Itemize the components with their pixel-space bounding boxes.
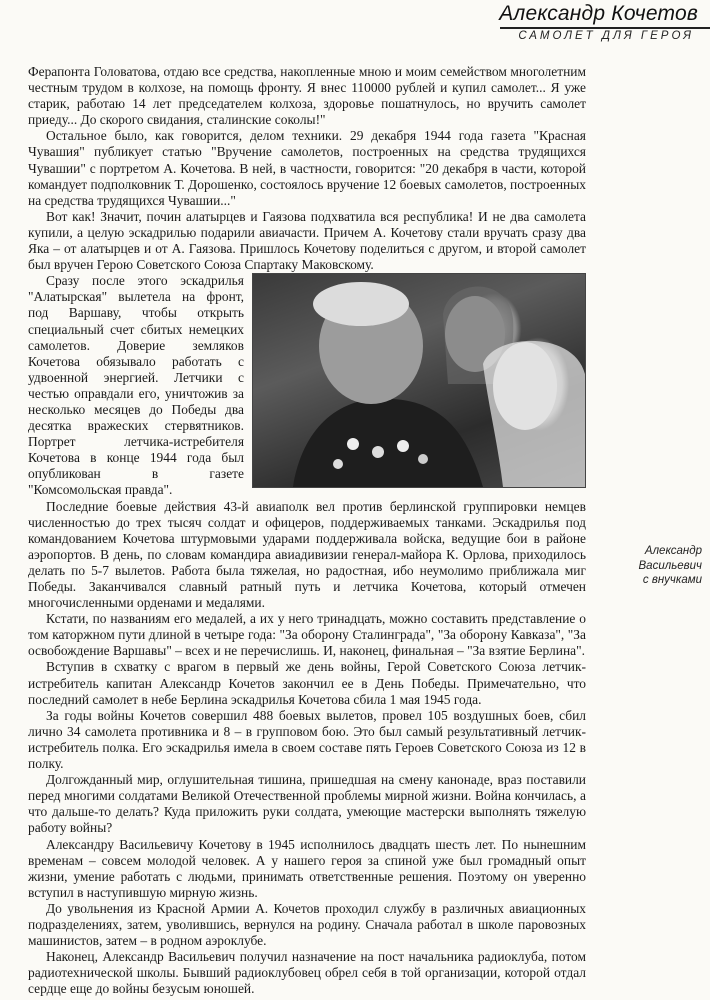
caption-line: с внучками [642,574,702,586]
paragraph: Наконец, Александр Васильевич получил назначение на пост начальника радиоклуба, потом радиотехнической школы. Бывший радиоклубовец обрел себя в той организации, которой отдал сердце еще до войны безусым юношей. [28,949,586,997]
photo-caption [606,544,702,588]
paragraph: За годы войны Кочетов совершил 488 боевых вылетов, провел 105 воздушных боев, сбил лично 34 самолета противника и 8 – в групповом бою. Это был самый результативный летчик-истребитель полка. Его эскадрилья имела в своем составе пять Героев Советского Союза из 12 в полку. [28,707,586,772]
page-title: Александр Кочетов [499,2,698,25]
paragraph: Кстати, по названиям его медалей, а их у него тринадцать, можно составить представление о том каторжном пути длиной в четыре года: "За оборону Сталинграда", "За оборону Кавказа", "За освобождение Варшавы" – всех и не перечислишь. И, наконец, финальная – "За взятие Берлина". [28,611,586,659]
paragraph: Долгожданный мир, оглушительная тишина, пришедшая на смену канонаде, враз поставили перед многими солдатами Великой Отечественной проблемы мирной жизни. Война кончилась, а что дальше-то делать? Куда приложить руки солдата, умеющие мастерски выполнять тяжелую работу войны? [28,772,586,836]
photo-kochetov-with-granddaughters [252,273,586,488]
paragraph: До увольнения из Красной Армии А. Кочетов проходил службу в различных авиационных подразделениях, затем, уволившись, вернулся на родину. Сначала работал в школе паровозных машинистов, затем – в родном аэроклубе. [28,900,586,949]
paragraph: Сразу после этого эскадрилья "Алатырская" вылетела на фронт, под Варшаву, чтобы открыть специальный счет сбитых немецких самолетов. Доверие земляков Кочетова обязывало работать с удвоенной энергией. Летчики с честью оправдали его, уничтожив за несколько месяцев до Победы два десятка вражеских стервятников. Портрет летчика-истребителя Кочетова в конце 1944 года был опубликован в газете "Комсомольская правда". [28,273,244,498]
paragraph: Последние боевые действия 43-й авиаполк вел против берлинской группировки немцев численностью до трех тысяч солдат и офицеров, поддерживаемых танками. Эскадрилья под командованием Кочетова штурмовыми ударами поддерживала войска, ведущие бои в районе аэропортов. В день, по словам командира авиадивизии генерал-майора К. Орлова, приходилось делать по 5-7 вылетов. Работа была тяжелая, но радостная, ибо неумолимо приближала миг Победы. Заканчивался славный ратный путь и летчика Кочетова, который отмечен многочисленными орденами и медалями. [28,498,586,611]
page-header [0,0,710,52]
caption-line: Васильевич [638,559,702,572]
paragraph: Ферапонта Головатова, отдаю все средства, накопленные мною и моим семейством многолетним честным трудом в колхозе, на помощь фронту. Я внес 110000 рублей и купил самолет... Я уже старик, работаю 14 лет председателем колхоза, здоровье пошатнулось, но вручить самолет приеду... До скорого свидания, сталинские соколы!" [28,64,586,128]
photo-image [253,274,585,487]
header-rule [500,27,710,29]
article-body [28,64,586,997]
paragraph: Александру Васильевичу Кочетову в 1945 исполнилось двадцать шесть лет. По нынешним временам – совсем молодой человек. А у нашего героя за спиной уже был громадный опыт жизни, умение работать с людьми, принимать ответственные решения. Поэтому он уверенно вступил в наступившую мирную жизнь. [28,836,586,900]
page-subtitle: САМОЛЕТ ДЛЯ ГЕРОЯ [518,30,694,42]
paragraph: Вот как! Значит, почин алатырцев и Гаязова подхватила вся республика! И не два самолета купили, а целую эскадрилью подарили авиачасти. Причем А. Кочетову стали вручать сразу два Яка – от алатырцев и от А. Гаязова. Пришлось Кочетову поделиться с другом, и второй самолет был вручен Герою Советского Союза Спартаку Маковскому. [28,208,586,273]
paragraph: Вступив в схватку с врагом в первый же день войны, Герой Советского Союза летчик-истребитель капитан Александр Кочетов закончил ее в День Победы. Примечательно, что последний самолет в небе Берлина эскадрилья Кочетова сбила 1 мая 1945 года. [28,659,586,707]
caption-line: Александр [644,545,702,557]
paragraph: Остальное было, как говорится, делом техники. 29 декабря 1944 года газета "Красная Чувашия" публикует статью "Вручение самолетов, построенных на средства трудящихся Чувашии" с портретом А. Кочетова. В ней, в частности, говорится: "20 декабря в части, которой командует подполковник Т. Дорошенко, состоялось вручение 12 боевых самолетов, построенных на средства трудящихся Чувашии..." [28,128,586,208]
